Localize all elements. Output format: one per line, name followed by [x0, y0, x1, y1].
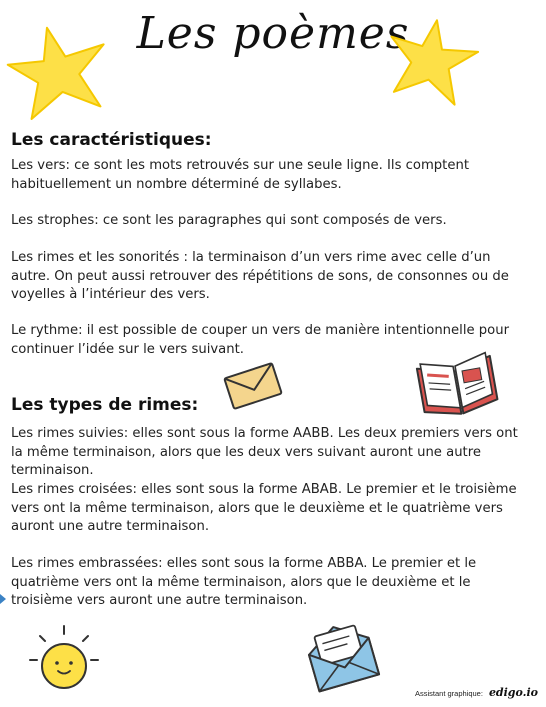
paragraph-rimes-suivies: Les rimes suivies: elles sont sous la forme AABB. Les deux premiers vers ont la même terminaison, alors que les deux vers suivant auront une autre terminaison. [11, 426, 518, 478]
paragraph-rimes-sonorites: Les rimes et les sonorités : la terminaison d’un vers rime avec celle d’un autre. On peut aussi retrouver des répétitions de sons, de consonnes ou de voyelles à l’intérieur des vers. [11, 250, 509, 302]
footer-label: Assistant graphique: [414, 689, 483, 698]
footer-credit [415, 686, 538, 699]
book-icon [412, 344, 502, 422]
sun-icon [26, 622, 102, 698]
paragraph-vers: Les vers: ce sont les mots retrouvés sur une seule ligne. Ils comptent habituellement un nombre déterminé de syllabes. [11, 158, 469, 192]
star-icon [4, 20, 116, 120]
paragraph-strophes: Les strophes: ce sont les paragraphes qui sont composés de vers. [11, 213, 447, 228]
section-heading-caracteristiques: Les caractéristiques: [11, 130, 212, 150]
star-icon [382, 14, 482, 106]
paragraph-rimes-croisees: Les rimes croisées: elles sont sous la forme ABAB. Le premier et le troisième vers ont la même terminaison, alors que le deuxième et le quatrième vers auront une autre terminaison. [11, 482, 517, 534]
section-heading-types-rimes: Les types de rimes: [11, 395, 199, 415]
paragraph-rythme: Le rythme: il est possible de couper un vers de manière intentionnelle pour continuer l’idée sur le vers suivant. [11, 323, 510, 357]
envelope-icon [222, 362, 284, 410]
paragraph-rimes-embrassees: Les rimes embrassées: elles sont sous la forme ABBA. Le premier et le quatrième vers ont la même terminaison, alors que le deuxième et le troisième vers auront une autre terminaison. [11, 556, 477, 608]
footer-brand-logo: edigo.io [488, 686, 538, 699]
open-mail-icon [300, 612, 382, 696]
page-title: Les poèmes [136, 8, 410, 59]
side-marker [0, 594, 6, 604]
